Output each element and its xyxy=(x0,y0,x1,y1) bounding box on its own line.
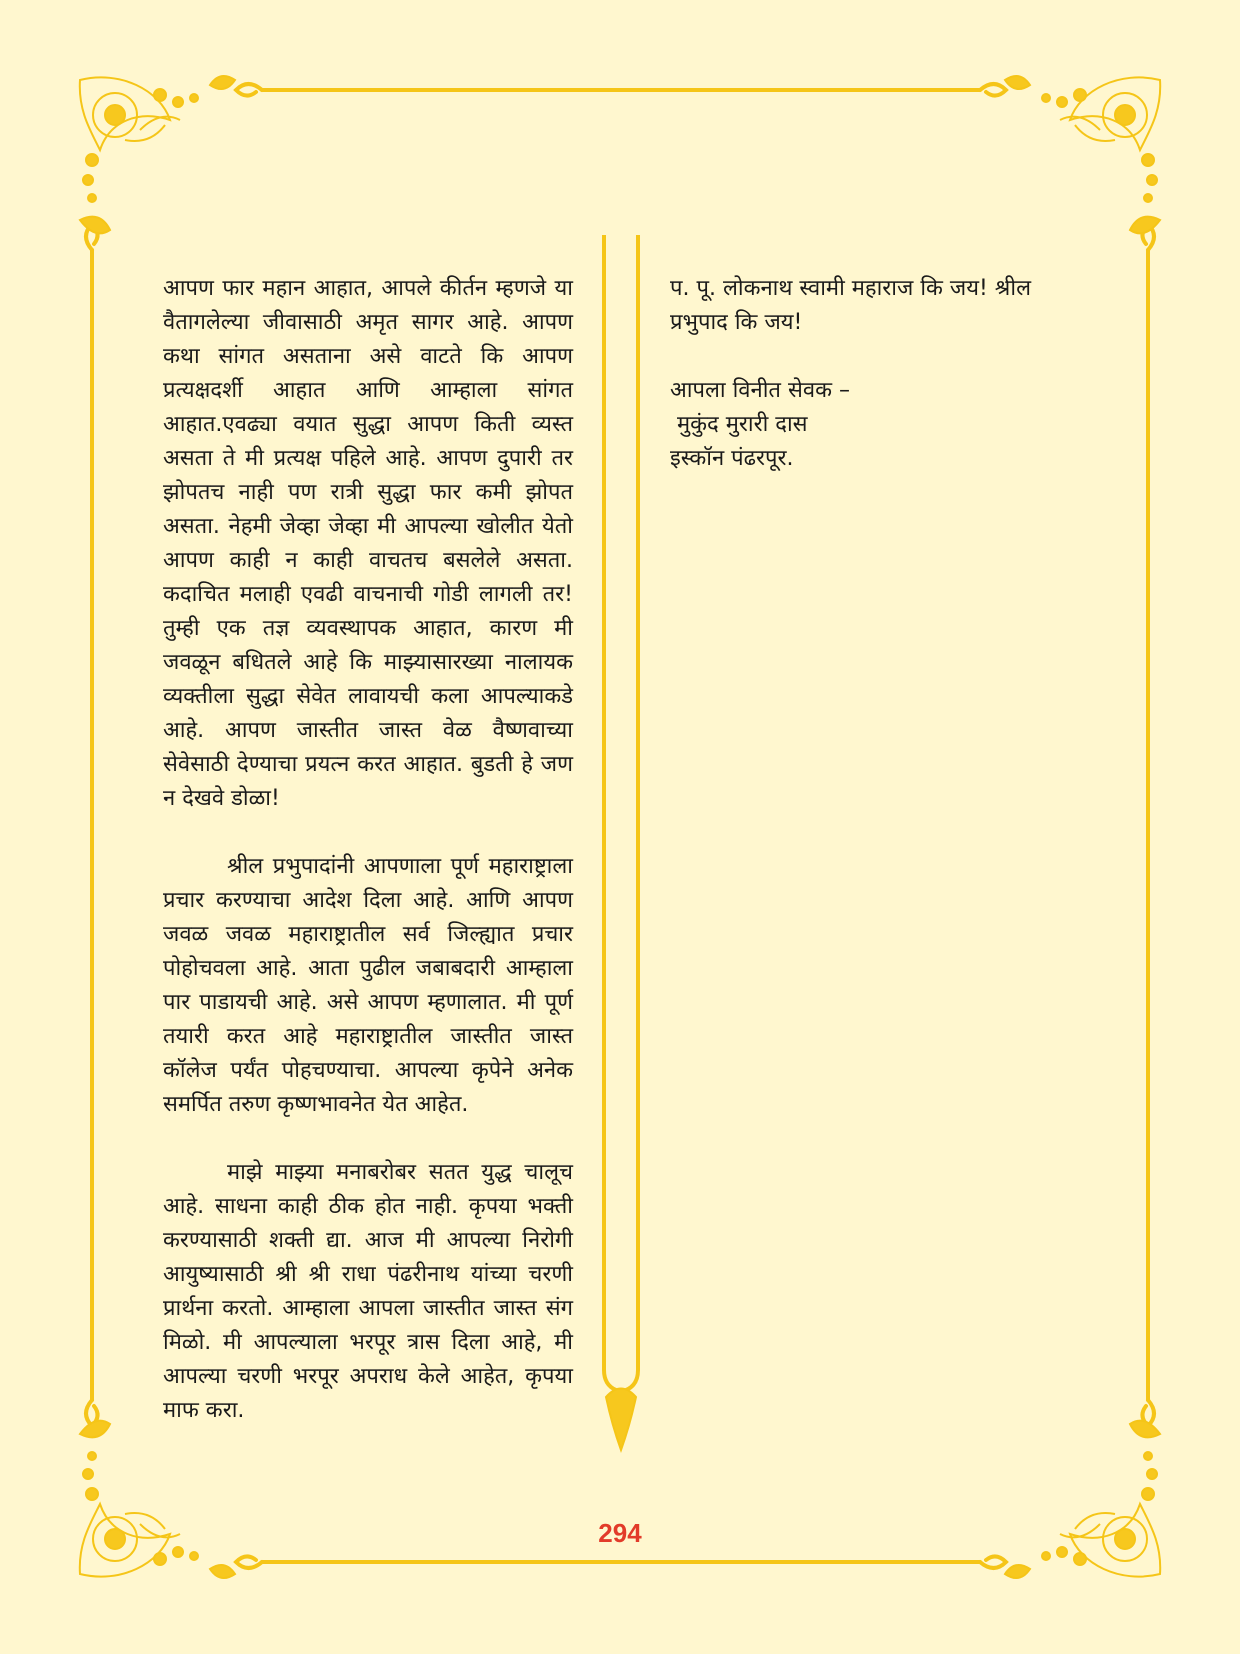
paragraph-2: श्रील प्रभुपादांनी आपणाला पूर्ण महाराष्ट्राला प्रचार करण्याचा आदेश दिला आहे. आणि आपण जवळ जवळ महाराष्ट्रातील सर्व जिल्ह्यात प्रचार पोहोचवला आहे. आता पुढील जबाबदारी आम्हाला पार पाडायची आहे. असे आपण म्हणालात. मी पूर्ण तयारी करत आहे महाराष्ट्रातील जास्तीत जास्त कॉलेज पर्यंत पोहचण्याचा. आपल्या कृपेने अनेक समर्पित तरुण कृष्णभावनेत येत आहेत. xyxy=(163,854,573,1117)
salutation: प. पू. लोकनाथ स्वामी महाराज कि जय! श्रील प्रभुपाद कि जय! xyxy=(670,276,1031,335)
corner-ornament-bottom-right xyxy=(1005,1421,1160,1578)
signature-name: मुकुंद मुरारी दास xyxy=(670,412,808,437)
corner-ornament-top-right xyxy=(1005,76,1160,233)
paragraph-1: आपण फार महान आहात, आपले कीर्तन म्हणजे या वैतागलेल्या जीवासाठी अमृत सागर आहे. आपण कथा सांगत असताना असे वाटते कि आपण प्रत्यक्षदर्शी आहात आणि आम्हाला सांगत आहात.एवढ्या वयात सुद्धा आपण किती व्यस्त असता ते मी प्रत्यक्ष पहिले आहे. आपण दुपारी तर झोपतच नाही पण रात्री सुद्धा फार कमी झोपत असता. नेहमी जेव्हा जेव्हा मी आपल्या खोलीत येतो आपण काही न काही वाचतच बसलेले असता. कदाचित मलाही एवढी वाचनाची गोडी लागली तर! तुम्ही एक तज्ञ व्यवस्थापक आहात, कारण मी जवळून बधितले आहे कि माझ्यासारख्या नालायक व्यक्तीला सुद्धा सेवेत लावायची कला आपल्याकडे आहे. आपण जास्तीत जास्त वेळ वैष्णवाच्या सेवेसाठी देण्याचा प्रयत्न करत आहात. बुडती हे जण न देखवे डोळा! xyxy=(163,276,573,811)
right-column xyxy=(670,272,1090,476)
signature-closing: आपला विनीत सेवक – xyxy=(670,378,850,403)
corner-ornament-top-left xyxy=(80,76,235,233)
signature-block xyxy=(670,374,1090,476)
paragraph-3: माझे माझ्या मनाबरोबर सतत युद्ध चालूच आहे. साधना काही ठीक होत नाही. कृपया भक्ती करण्यासाठी शक्ती द्या. आज मी आपल्या निरोगी आयुष्यासाठी श्री श्री राधा पंढरीनाथ यांच्या चरणी प्रार्थना करतो. आम्हाला आपला जास्तीत जास्त संग मिळो. मी आपल्याला भरपूर त्रास दिला आहे, मी आपल्या चरणी भरपूर अपराध केले आहेत, कृपया माफ करा. xyxy=(163,1160,573,1423)
tilak-divider xyxy=(596,235,646,1455)
left-column xyxy=(163,272,573,1462)
page-number: 294 xyxy=(598,1518,642,1548)
signature-place: इस्कॉन पंढरपूर. xyxy=(670,446,794,471)
